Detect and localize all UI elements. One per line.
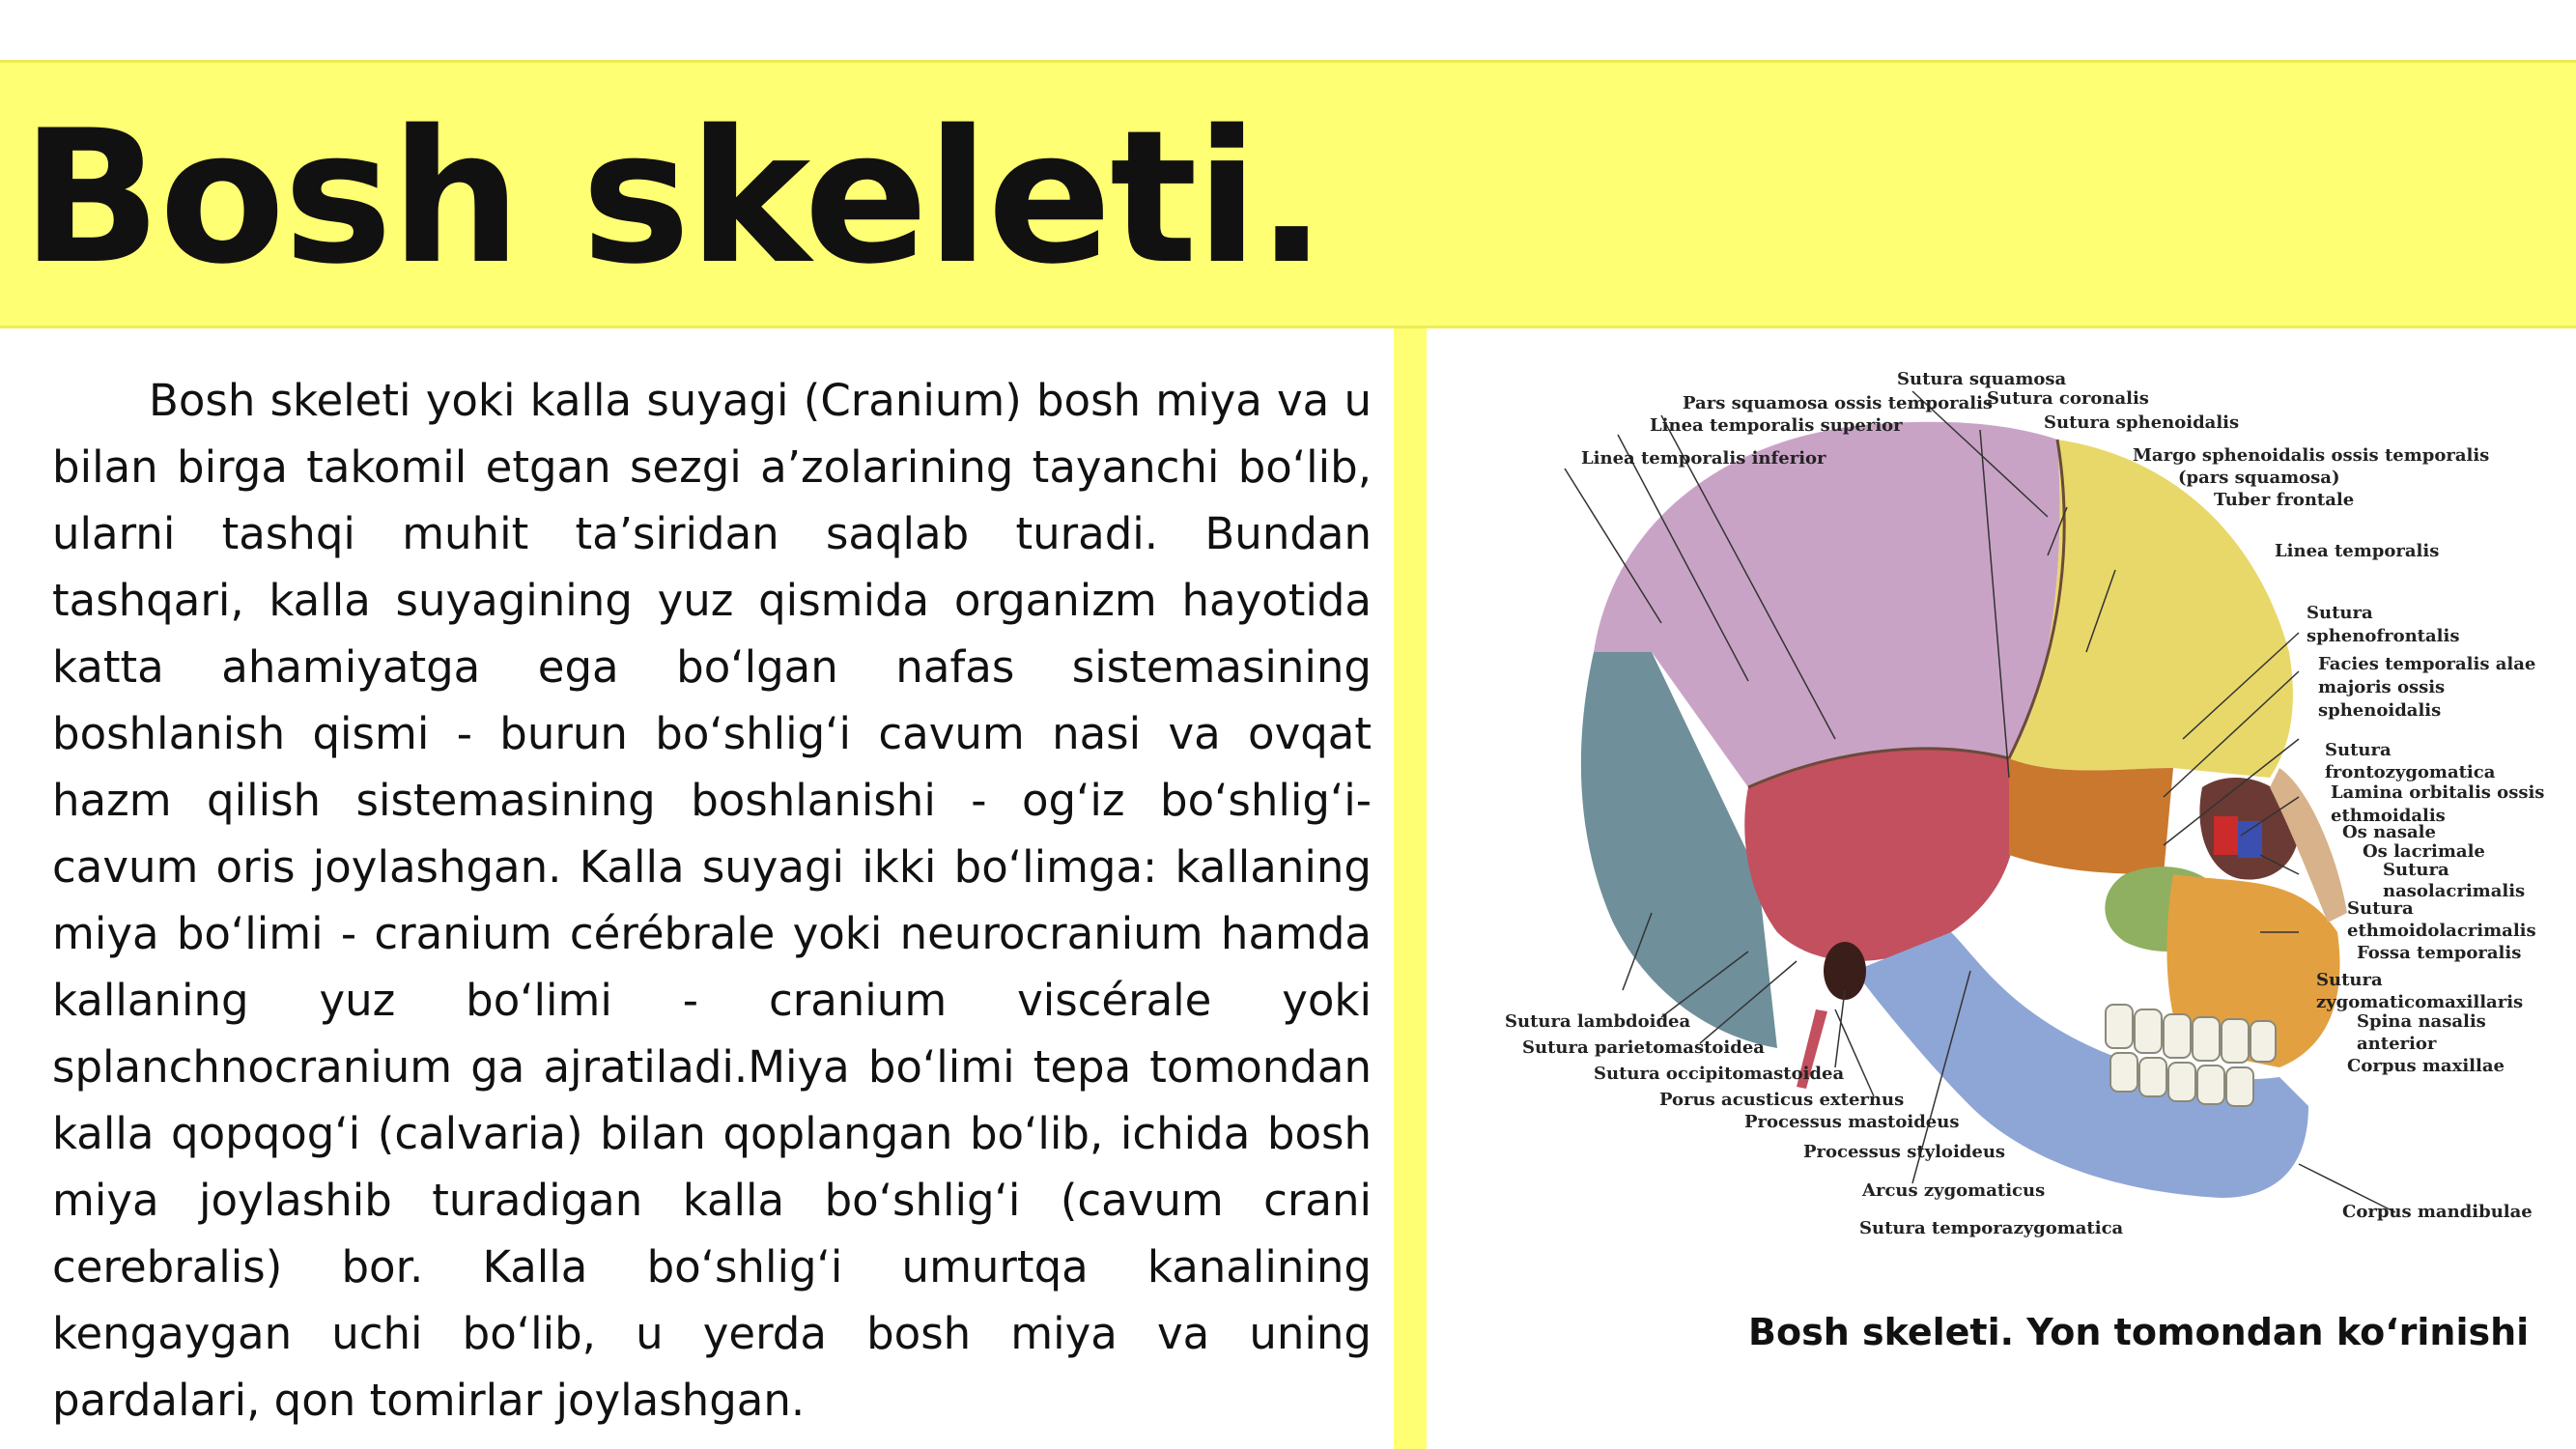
label-facies-temporalis-1: Facies temporalis alae [2318,654,2536,674]
label-lamina-orbitalis-2: ethmoidalis [2331,806,2446,826]
label-margo-sphenoidalis-2: (pars squamosa) [2178,468,2340,488]
label-sutura-temporazygomatica: Sutura temporazygomatica [1859,1218,2124,1238]
body-paragraph: Bosh skeleti yoki kalla suyagi (Cranium) bosh miya va u bilan birga takomil etgan sezgi a’zolarining tayanchi bo‘lib, ularni tashqi muhit ta’siridan saqlab turadi. Bundan tashqari, kalla suyagining yuz qismida organizm hayotida katta ahamiyatga ega bo‘lgan nafas sistemasining boshlanish qismi - burun bo‘shlig‘i cavum nasi va ovqat hazm qilish sistemasining boshlanishi - og‘iz bo‘shlig‘i-cavum oris joylashgan. Kalla suyagi ikki bo‘limga: kallaning miya bo‘limi - cranium cérébrale yoki neurocranium hamda kallaning yuz bo‘limi - cranium viscérale yoki splanchnocranium ga ajratiladi.Miya bo‘limi tepa tomondan kalla qopqog‘i (calvaria) bilan qoplangan bo‘lib, ichida bosh miya joylashib turadigan kalla bo‘shlig‘i (cavum crani cerebralis) bor. Kalla bo‘shlig‘i umurtqa kanalining kengaygan uchi bo‘lib, u yerda bosh miya va uning pardalari, qon tomirlar joylashgan. [52,375,1372,1426]
label-sutura-sphenoidalis: Sutura sphenoidalis [2044,412,2240,433]
label-corpus-mandibulae: Corpus mandibulae [2342,1202,2533,1222]
label-porus-acusticus: Porus acusticus externus [1659,1090,1905,1110]
page-title: Bosh skeleti. [21,91,1325,304]
label-processus-mastoideus: Processus mastoideus [1744,1112,1960,1132]
temporal-bone [1744,749,2016,961]
label-sutura-squamosa: Sutura squamosa [1897,369,2067,389]
label-facies-temporalis-2: majoris ossis [2318,677,2446,697]
label-linea-temporalis-inferior: Linea temporalis inferior [1581,448,1826,469]
label-sutura-occipitomastoidea: Sutura occipitomastoidea [1594,1064,1845,1084]
label-os-lacrimale: Os lacrimale [2363,841,2485,862]
label-sutura-nasolacrimalis-1: Sutura [2383,860,2449,880]
label-corpus-maxillae: Corpus maxillae [2347,1056,2505,1076]
yellow-divider-strip [1394,328,1427,1449]
label-sutura-ethmoidolacrimalis-1: Sutura [2347,898,2414,919]
label-sutura-coronalis: Sutura coronalis [1987,388,2149,409]
skull-figure [1430,333,2576,1338]
label-fossa-temporalis: Fossa temporalis [2357,943,2522,963]
label-sutura-nasolacrimalis-2: nasolacrimalis [2383,881,2526,901]
label-sutura-zygomaticomaxillaris-1: Sutura [2316,970,2383,990]
label-os-nasale: Os nasale [2342,822,2436,842]
label-spina-nasalis-2: anterior [2357,1034,2437,1054]
label-spina-nasalis-1: Spina nasalis [2357,1011,2486,1032]
label-sutura-sphenofrontalis-2: sphenofrontalis [2307,626,2460,646]
label-linea-temporalis: Linea temporalis [2275,541,2440,561]
label-sutura-sphenofrontalis-1: Sutura [2307,603,2373,623]
label-pars-squamosa: Pars squamosa ossis temporalis [1683,393,1994,413]
label-margo-sphenoidalis-1: Margo sphenoidalis ossis temporalis [2133,445,2490,466]
sphenoid-bone [2009,758,2173,874]
label-facies-temporalis-3: sphenoidalis [2318,700,2442,721]
label-sutura-parietomastoidea: Sutura parietomastoidea [1522,1037,1765,1058]
label-linea-temporalis-superior: Linea temporalis superior [1650,415,1903,436]
label-sutura-ethmoidolacrimalis-2: ethmoidolacrimalis [2347,921,2536,941]
figure-caption: Bosh skeleti. Yon tomondan ko‘rinishi [1748,1311,2530,1353]
label-arcus-zygomaticus: Arcus zygomaticus [1862,1180,2046,1201]
label-tuber-frontale: Tuber frontale [2214,490,2355,510]
label-sutura-frontozygomatica-1: Sutura [2325,740,2392,760]
label-lamina-orbitalis-1: Lamina orbitalis ossis [2331,782,2545,803]
label-processus-styloideus: Processus styloideus [1803,1142,2006,1162]
label-sutura-frontozygomatica-2: frontozygomatica [2325,762,2496,782]
label-sutura-lambdoidea: Sutura lambdoidea [1505,1011,1691,1032]
label-sutura-zygomaticomaxillaris-2: zygomaticomaxillaris [2316,992,2524,1012]
